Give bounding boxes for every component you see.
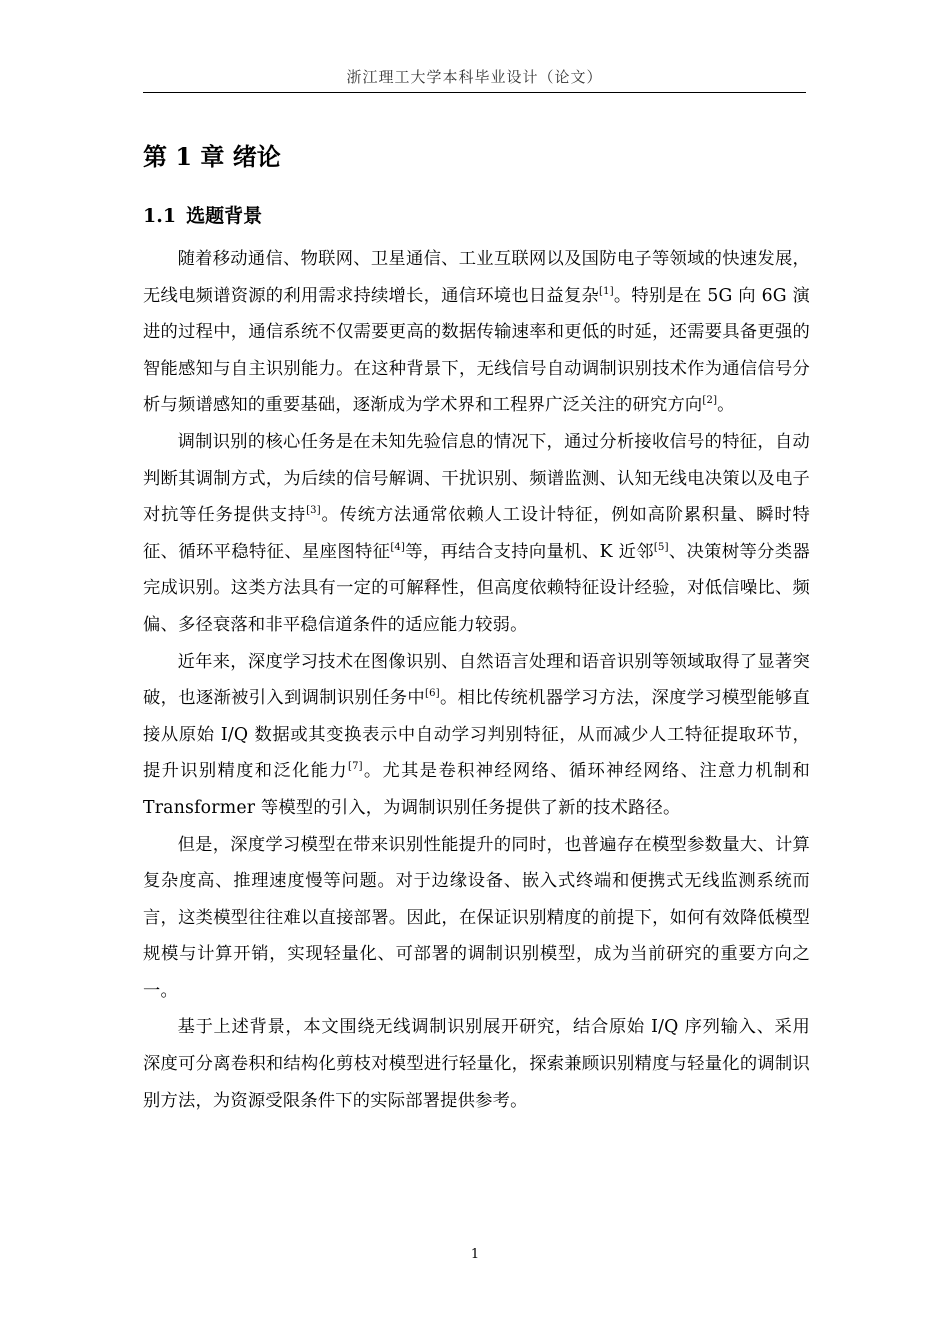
section-title: 选题背景 <box>186 205 263 227</box>
paragraph <box>143 1009 810 1119</box>
text-run: 。尤其是卷积神经网络、循环神经网络、注意力机制和 Transformer 等模型的引入，为调制识别任务提供了新的技术路径。 <box>143 761 810 818</box>
text-run: 基于上述背景，本文围绕无线调制识别展开研究，结合原始 I/Q 序列输入、采用深度可分离卷积和结构化剪枝对模型进行轻量化，探索兼顾识别精度与轻量化的调制识别方法，为资源受限条件下的实际部署提供参考。 <box>143 1017 810 1111</box>
citation: [5] <box>653 541 669 553</box>
text-run: 、决策树等分类器完成识别。这类方法具有一定的可解释性，但高度依赖特征设计经验，对低信噪比、频偏、多径衰落和非平稳信道条件的适应能力较弱。 <box>143 541 810 635</box>
text-run: 等，再结合支持向量机、K 近邻 <box>405 541 654 562</box>
chapter-title: 第 1 章 绪论 <box>143 142 281 171</box>
text-run: 调制识别的核心任务是在未知先验信息的情况下，通过分析接收信号的特征，自动判断其调制方式，为后续的信号解调、干扰识别、频谱监测、认知无线电决策以及电子对抗等任务提供支持 <box>143 431 810 526</box>
paragraph <box>143 424 810 644</box>
body-text <box>143 241 810 1119</box>
section-number: 1.1 <box>143 205 177 227</box>
header-rule <box>143 92 806 93</box>
paragraph <box>143 827 810 1010</box>
section-heading <box>143 201 262 228</box>
text-run: 但是，深度学习模型在带来识别性能提升的同时，也普遍存在模型参数量大、计算复杂度高、推理速度慢等问题。对于边缘设备、嵌入式终端和便携式无线监测系统而言，这类模型往往难以直接部署。因此，在保证识别精度的前提下，如何有效降低模型规模与计算开销，实现轻量化、可部署的调制识别模型，成为当前研究的重要方向之一。 <box>143 834 810 1001</box>
citation: [4] <box>390 541 406 553</box>
paragraph <box>143 644 810 827</box>
text-run: 。相比传统机器学习方法，深度学习模型能够直接从原始 I/Q 数据或其变换表示中自动学习判别特征，从而减少人工特征提取环节，提升识别精度和泛化能力 <box>143 688 810 782</box>
paragraph <box>143 241 810 424</box>
citation: [3] <box>306 505 321 517</box>
text-run: 。 <box>717 395 735 416</box>
citation: [6] <box>425 688 440 700</box>
citation: [7] <box>347 761 363 773</box>
page-number: 1 <box>470 1247 480 1262</box>
text-run: 随着移动通信、物联网、卫星通信、工业互联网以及国防电子等领域的快速发展，无线电频谱资源的利用需求持续增长，通信环境也日益复杂 <box>143 249 810 306</box>
text-run: 。传统方法通常依赖人工设计特征，例如高阶累积量、瞬时特征、循环平稳特征、星座图特征 <box>143 505 810 562</box>
running-header: 浙江理工大学本科毕业设计（论文） <box>346 68 603 86</box>
citation: [1] <box>599 285 614 297</box>
text-run: 近年来，深度学习技术在图像识别、自然语言处理和语音识别等领域取得了显著突破，也逐渐被引入到调制识别任务中 <box>143 651 810 709</box>
citation: [2] <box>702 395 718 407</box>
text-run: 。特别是在 5G 向 6G 演进的过程中，通信系统不仅需要更高的数据传输速率和更低的时延，还需要具备更强的智能感知与自主识别能力。在这种背景下，无线信号自动调制识别技术作为通信信号分析与频谱感知的重要基础，逐渐成为学术界和工程界广泛关注的研究方向 <box>143 285 810 416</box>
